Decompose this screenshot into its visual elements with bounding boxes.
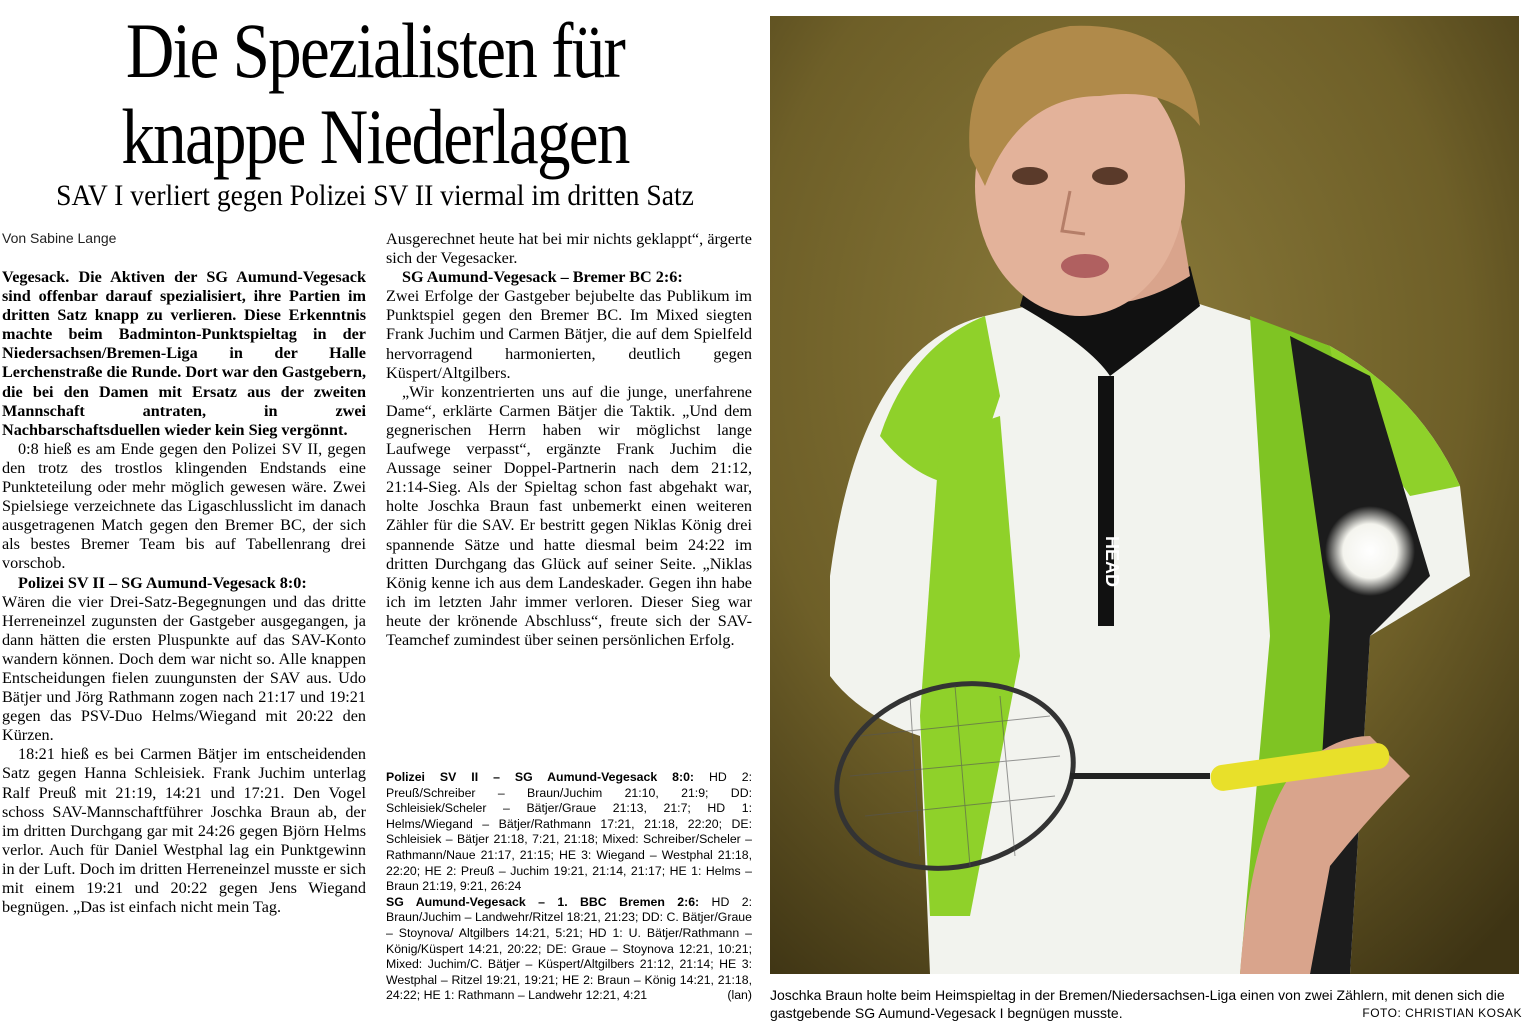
- section-heading: Polizei SV II – SG Aumund-Vegesack 8:0:: [18, 573, 307, 592]
- head-logo: HEAD: [1102, 536, 1122, 588]
- paragraph: „Wir konzentrierten uns auf die junge, unerfahrene Dame“, erklärte Carmen Bätjer die Taktik. „Und dem gegnerischen Herrn haben wir möglichst lange Laufwege verpasst“, ergänzte Frank Juchim die Aussage seiner Doppel-Partnerin nach dem 21:12, 21:14-Sieg. Als der Spieltag schon fast abgehakt war, holte Joschka Braun fast unbemerkt einen weiteren Zähler für die SAV. Er bestritt gegen Niklas König drei spannende Sätze und hatte diesmal beim 24:22 im dritten Durchgang das Glück auf seiner Seite. „Niklas König kenne ich aus dem Landeskader. Gegen ihn habe ich im letzten Jahr immer verloren. Dieser Sieg war heute der krönende Abschluss“, freute sich der SAV-Teamchef zumindest über seinen persönlichen Erfolg.: [386, 382, 752, 649]
- photo-caption: [770, 986, 1522, 1022]
- results-match-1: [386, 770, 752, 895]
- article-column-1: [2, 268, 366, 917]
- article-column-2: [386, 230, 752, 650]
- photo-illustration: [770, 16, 1519, 974]
- results-box: [386, 770, 752, 1004]
- badminton-player-photo: [770, 16, 1519, 974]
- paragraph: Wären die vier Drei-Satz-Begegnungen und das dritte Herreneinzel zugunsten der Gastgeber ausgegangen, ja dann hätten die ersten Pluspunkte auf das SAV-Konto wandern können. Doch dem war nicht so. Alle knappen Entscheidungen fielen zuungunsten der SAV aus. Udo Bätjer und Jörg Rathmann zogen nach 21:17 und 19:21 gegen das PSV-Duo Helms/Wiegand mit 20:22 den Kürzen.: [2, 592, 366, 745]
- results-text: HD 2: Preuß/Schreiber – Braun/Juchim 21:10, 21:9; DD: Schleisiek/Scheler – Bätjer/Graue 21:13, 21:7; HD 1: Helms/Wiegand – Bätjer/Rathmann 17:21, 21:18, 22:20; DE: Schleisiek – Bätjer 21:18, 7:21, 21:18; Mixed: Schreiber/Scheler – Rathmann/Naue 21:17, 21:15; HE 3: Wiegand – Westphal 21:18, 22:20; HE 2: Preuß – Juchim 19:21, 21:14, 21:17; HE 1: Helms – Braun 21:19, 9:21, 26:24: [386, 770, 752, 894]
- caption-text: Joschka Braun holte beim Heimspieltag in der Bremen/Niedersachsen-Liga einen von zwei Zählern, mit denen sich die gastgebende SG Aumund-Vegesack I begnügen musste.: [770, 987, 1505, 1021]
- results-heading: Polizei SV II – SG Aumund-Vegesack 8:0:: [386, 770, 695, 784]
- results-heading: SG Aumund-Vegesack – 1. BBC Bremen 2:6:: [386, 894, 700, 909]
- paragraph: Zwei Erfolge der Gastgeber bejubelte das Publikum im Punktspiel gegen den Bremer BC. Im Mixed siegten Frank Juchim und Carmen Bätjer, die auf dem Spielfeld hervorragend harmonierten, deutlich gegen Küspert/Altgilbers.: [386, 287, 752, 382]
- paragraph: 0:8 hieß es am Ende gegen den Polizei SV II, gegen den trotz des trostlos klingenden Endstands eine Punkteteilung oder mehr möglich gewesen wäre. Zwei Spielsiege verzeichnete das Ligaschlusslicht im danach ausgetragenen Match gegen den Bremer BC, der sich als bestes Bremer Team bis auf Tabellenrang drei vorschob.: [2, 439, 366, 573]
- subheadline: SAV I verliert gegen Polizei SV II viermal im dritten Satz: [56, 179, 694, 212]
- headline-line-2: knappe Niederlagen: [121, 93, 629, 180]
- results-match-2: [386, 895, 752, 1004]
- author-initials: (lan): [727, 988, 752, 1003]
- photo-credit: FOTO: CHRISTIAN KOSAK: [1362, 1006, 1522, 1020]
- results-text: HD 2: Braun/Juchim – Landwehr/Ritzel 18:21, 21:23; DD: C. Bätjer/Graue – Stoynova/ Altgilbers 14:21, 5:21; HD 1: U. Bätjer/Rathmann – König/Küspert 14:21, 20:22; DE: Graue – Stoynova 12:21, 10:21; Mixed: Juchim/C. Bätjer – Küspert/Altgilbers 21:12, 21:14; HE 3: Westphal – Ritzel 19:21, 19:21; HE 2: Braun – König 14:21, 21:18, 24:22; HE 1: Rathmann – Landwehr 12:21, 4:21: [386, 894, 752, 1003]
- section-heading: SG Aumund-Vegesack – Bremer BC 2:6:: [402, 268, 683, 287]
- byline: Von Sabine Lange: [2, 230, 117, 246]
- paragraph: Ausgerechnet heute hat bei mir nichts geklappt“, ärgerte sich der Vegesacker.: [386, 230, 752, 268]
- paragraph: 18:21 hieß es bei Carmen Bätjer im entscheidenden Satz gegen Hanna Schleisiek. Frank Juchim unterlag Ralf Preuß mit 21:19, 14:21 und 17:21. Den Vogel schoss SAV-Mannschaftführer Joschka Braun ab, der im dritten Durchgang gar mit 24:26 gegen Björn Helms verlor. Auch für Daniel Westphal lag ein Punktgewinn in der Luft. Doch im dritten Herreneinzel musste er sich mit einem 19:21 und 20:22 gegen Jens Wiegand begnügen. „Das ist einfach nicht mein Tag.: [2, 745, 366, 917]
- lead-paragraph: Vegesack. Die Aktiven der SG Aumund-Vegesack sind offenbar darauf spezialisiert, ihre Partien im dritten Satz knapp zu verlieren. Diese Erkenntnis machte beim Badminton-Punktspieltag in der Niedersachsen/Bremen-Liga in der Halle Lerchenstraße die Runde. Dort war den Gastgebern, die bei den Damen mit Ersatz aus der zweiten Mannschaft antraten, in zwei Nachbarschaftsduellen wieder kein Sieg vergönnt.: [2, 268, 366, 439]
- headline-line-1: Die Spezialisten für: [125, 7, 625, 94]
- headline: [53, 8, 698, 180]
